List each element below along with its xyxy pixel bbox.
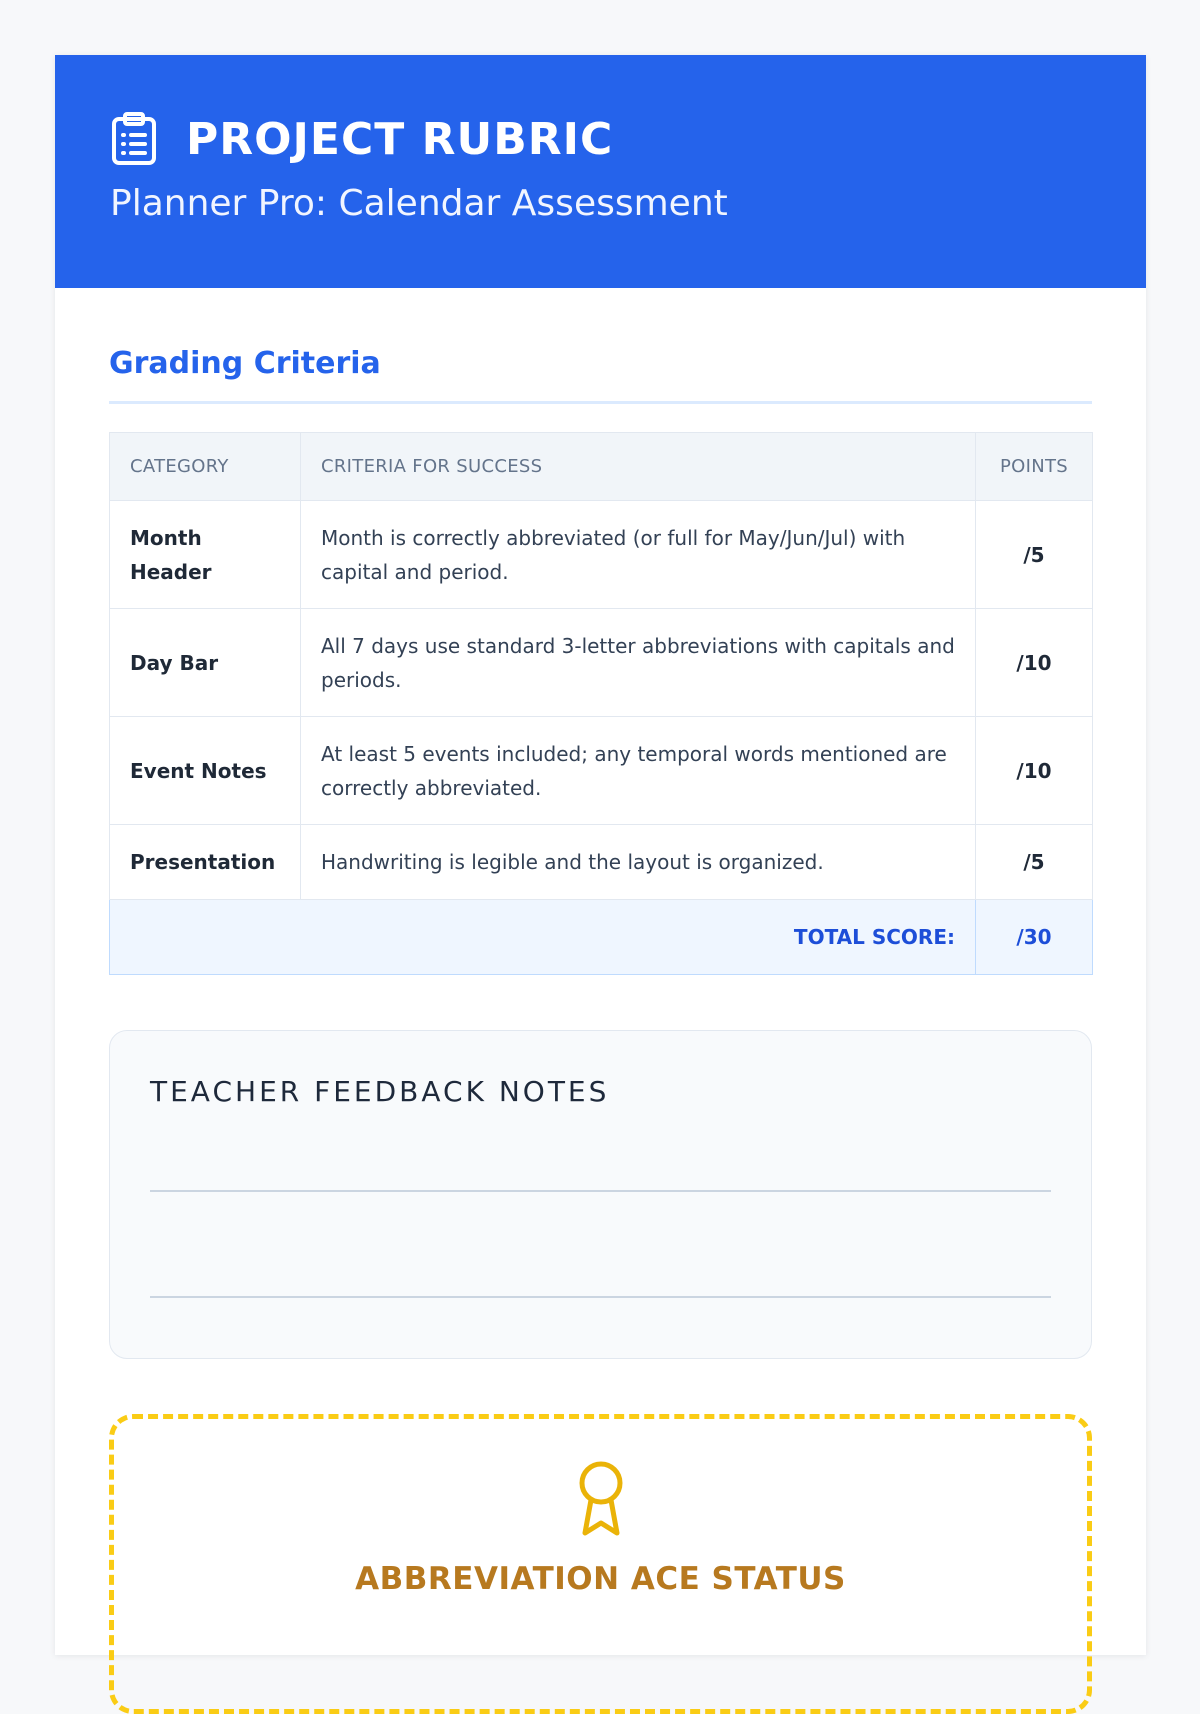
abbreviation-ace-badge-box	[109, 1414, 1092, 1714]
points-cell: /10	[976, 609, 1093, 717]
rubric-content	[55, 288, 1146, 1714]
teacher-feedback-title: TEACHER FEEDBACK NOTES	[150, 1075, 610, 1108]
table-header-row	[110, 433, 1093, 501]
rubric-card	[55, 55, 1146, 1655]
category-cell: Month Header	[110, 501, 301, 609]
total-score-row	[110, 900, 1093, 975]
grading-criteria-heading: Grading Criteria	[109, 346, 1092, 404]
abbreviation-ace-title: ABBREVIATION ACE STATUS	[355, 1561, 846, 1597]
column-header-criteria: CRITERIA FOR SUCCESS	[301, 433, 976, 501]
points-cell: /5	[976, 825, 1093, 900]
title-row	[110, 107, 1091, 171]
teacher-feedback-box	[109, 1030, 1092, 1359]
criteria-cell: At least 5 events included; any temporal words mentioned are correctly abbreviated.	[301, 717, 976, 825]
page-subtitle: Planner Pro: Calendar Assessment	[110, 183, 728, 224]
table-row	[110, 717, 1093, 825]
category-cell: Event Notes	[110, 717, 301, 825]
feedback-write-line[interactable]	[150, 1296, 1051, 1298]
category-cell: Day Bar	[110, 609, 301, 717]
points-cell: /5	[976, 501, 1093, 609]
total-score-label: TOTAL SCORE:	[110, 900, 976, 975]
page-title: PROJECT RUBRIC	[186, 113, 614, 165]
criteria-cell: Month is correctly abbreviated (or full for May/Jun/Jul) with capital and period.	[301, 501, 976, 609]
points-cell: /10	[976, 717, 1093, 825]
table-row	[110, 501, 1093, 609]
award-ribbon-icon	[573, 1459, 629, 1539]
table-row	[110, 609, 1093, 717]
total-score-points: /30	[976, 900, 1093, 975]
criteria-cell: All 7 days use standard 3-letter abbreviations with capitals and periods.	[301, 609, 976, 717]
category-cell: Presentation	[110, 825, 301, 900]
table-row	[110, 825, 1093, 900]
feedback-write-line[interactable]	[150, 1190, 1051, 1192]
clipboard-list-icon	[110, 112, 158, 166]
column-header-category: CATEGORY	[110, 433, 301, 501]
rubric-table	[109, 432, 1093, 975]
rubric-header	[55, 55, 1146, 288]
criteria-cell: Handwriting is legible and the layout is organized.	[301, 825, 976, 900]
column-header-points: POINTS	[976, 433, 1093, 501]
